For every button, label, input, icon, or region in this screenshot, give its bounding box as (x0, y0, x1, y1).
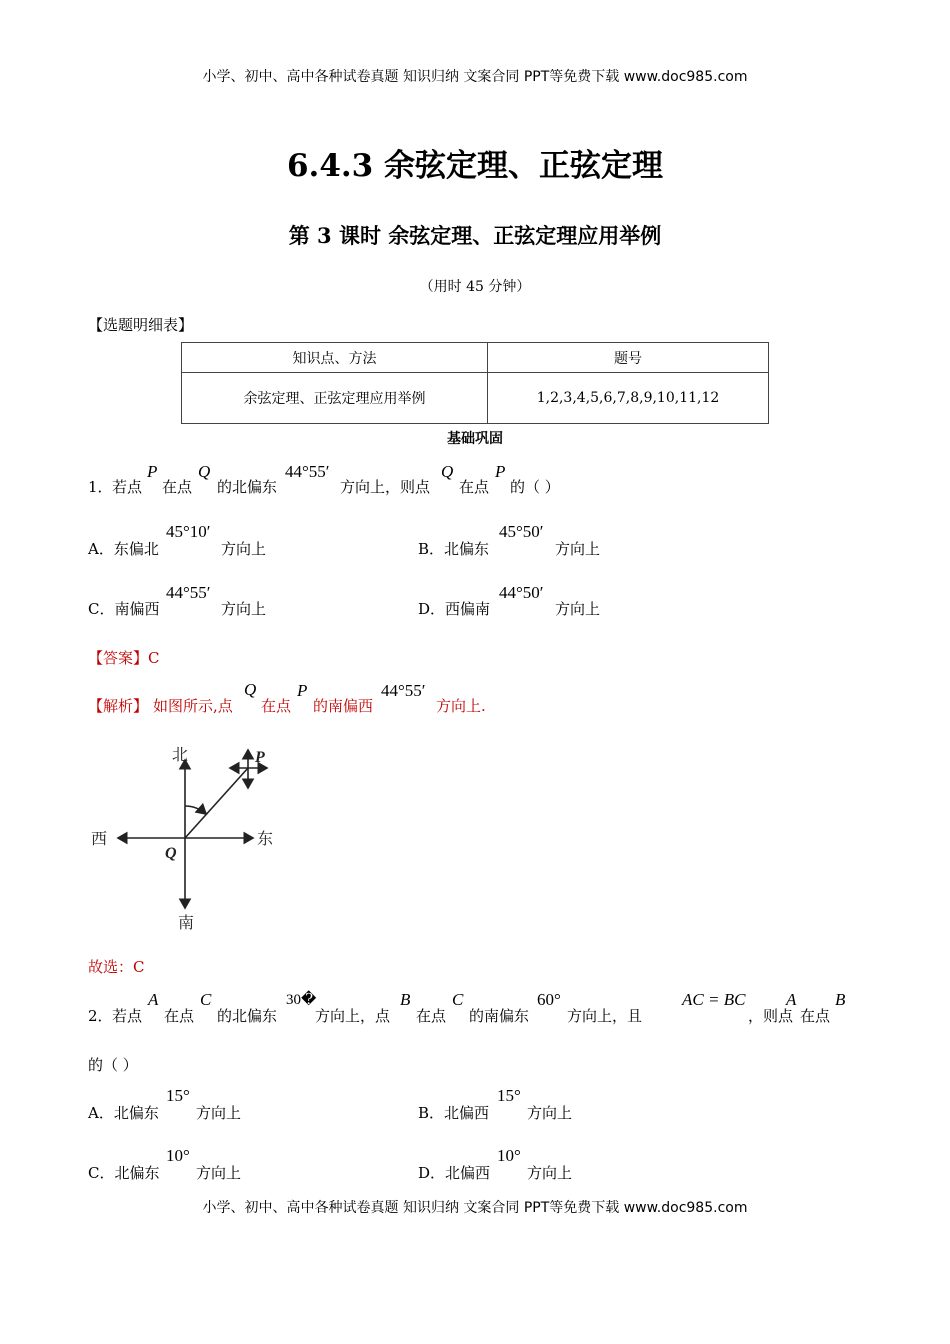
option-a-angle: 15° (166, 1086, 190, 1105)
table-cell: 余弦定理、正弦定理应用举例 (182, 373, 488, 424)
option-a-angle: 45°10′ (166, 522, 211, 541)
question-text: 若点 (112, 478, 143, 496)
option-b-angle: 15° (497, 1086, 521, 1105)
north-label: 北 (172, 745, 189, 764)
question-text: 在点 (416, 1007, 447, 1025)
option-d-angle: 10° (497, 1146, 521, 1165)
question-text: 方向上，点 (315, 1007, 391, 1025)
table-header-cell: 知识点、方法 (182, 343, 488, 373)
option-b-suffix: 方向上 (527, 1104, 573, 1122)
option-b-angle: 45°50′ (499, 522, 544, 541)
question-text: 方向上，则点 (340, 478, 431, 496)
page-subtitle: 第 3 课时 余弦定理、正弦定理应用举例 (288, 223, 662, 248)
math-var: A (786, 990, 797, 1009)
option-c-angle: 44°55′ (166, 583, 211, 602)
option-a-label: A．东偏北 (88, 540, 159, 558)
page-header: 小学、初中、高中各种试卷真题 知识归纳 文案合同 PPT等免费下载 www.doc985.com (202, 69, 748, 85)
qp-ray (185, 768, 248, 838)
math-angle: 60° (537, 990, 561, 1009)
math-equation: AC = BC (682, 990, 746, 1009)
option-a-suffix: 方向上 (196, 1104, 242, 1122)
detail-table (181, 342, 769, 424)
analysis-text: 如图所示,点 (153, 697, 233, 715)
answer-text: 【答案】C (88, 649, 160, 667)
option-d-label: D．西偏南 (418, 600, 491, 618)
option-d-suffix: 方向上 (527, 1164, 573, 1182)
question-text: ，则点 (748, 1007, 794, 1025)
option-c-suffix: 方向上 (221, 600, 267, 618)
math-angle: 44°55′ (285, 462, 330, 481)
option-d-suffix: 方向上 (555, 600, 601, 618)
compass-figure (85, 738, 295, 938)
option-c-suffix: 方向上 (196, 1164, 242, 1182)
question-text: 的（ ） (88, 1056, 138, 1074)
analysis-text: 的南偏西 (313, 697, 374, 715)
option-a-label: A．北偏东 (88, 1104, 159, 1122)
table-cell: 1,2,3,4,5,6,7,8,9,10,11,12 (488, 373, 769, 424)
math-var: Q (198, 462, 211, 481)
option-a-suffix: 方向上 (221, 540, 267, 558)
time-note: （用时 45 分钟） (419, 279, 531, 295)
question-number: 2． (88, 1007, 113, 1025)
option-c-label: C．北偏东 (88, 1164, 160, 1182)
point-q-label: Q (165, 845, 177, 862)
question-text: 的南偏东 (469, 1007, 530, 1025)
option-b-label: B．北偏东 (418, 540, 490, 558)
question-text: 在点 (162, 478, 193, 496)
analysis-text: 在点 (261, 697, 292, 715)
south-label: 南 (178, 913, 195, 932)
option-d-angle: 44°50′ (499, 583, 544, 602)
page-title: 6.4.3 余弦定理、正弦定理 (286, 148, 664, 184)
analysis-text: 方向上. (436, 697, 486, 715)
option-c-label: C．南偏西 (88, 600, 160, 618)
math-var: Q (244, 680, 257, 699)
question-text: 的北偏东 (217, 1007, 278, 1025)
question-text: 在点 (459, 478, 490, 496)
option-b-suffix: 方向上 (555, 540, 601, 558)
option-b-label: B．北偏西 (418, 1104, 490, 1122)
math-angle: 44°55′ (381, 681, 426, 700)
point-p-label: P (255, 749, 265, 766)
math-var: C (200, 990, 212, 1009)
question-text: 若点 (112, 1007, 143, 1025)
math-var: B (400, 990, 411, 1009)
detail-table-label: 【选题明细表】 (88, 316, 194, 334)
question-text: 在点 (164, 1007, 195, 1025)
math-angle: 30� (286, 992, 317, 1008)
question-number: 1． (88, 478, 113, 496)
section-title: 基础巩固 (447, 431, 503, 447)
math-var: P (297, 681, 308, 700)
question-text: 方向上，且 (567, 1007, 643, 1025)
math-var: Q (441, 462, 454, 481)
table-header-cell: 题号 (488, 343, 769, 373)
east-label: 东 (257, 829, 274, 848)
math-var: P (147, 462, 158, 481)
math-var: C (452, 990, 464, 1009)
math-var: B (835, 990, 846, 1009)
west-label: 西 (91, 829, 108, 848)
option-c-angle: 10° (166, 1146, 190, 1165)
option-d-label: D．北偏西 (418, 1164, 491, 1182)
chosen-answer: 故选：C (88, 958, 145, 976)
question-text: 的北偏东 (217, 478, 278, 496)
page-footer: 小学、初中、高中各种试卷真题 知识归纳 文案合同 PPT等免费下载 www.doc985.com (202, 1200, 748, 1216)
question-text: 的（ ） (510, 478, 560, 496)
analysis-label: 【解析】 (88, 697, 149, 715)
math-var: P (495, 462, 506, 481)
angle-arc (185, 806, 206, 814)
math-var: A (148, 990, 159, 1009)
question-text: 在点 (800, 1007, 831, 1025)
